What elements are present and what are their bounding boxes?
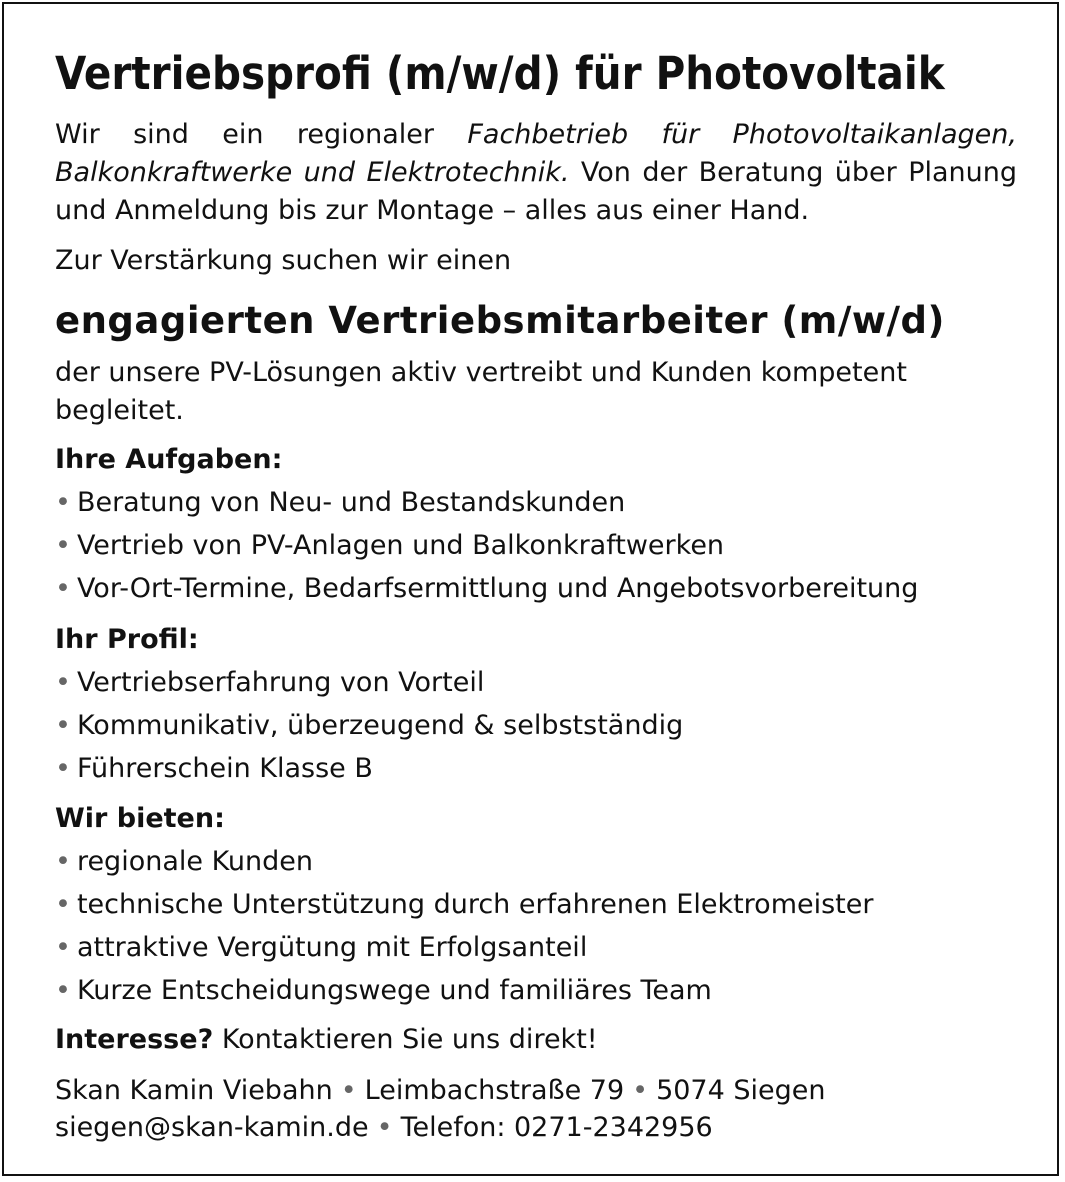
bullet-icon: •	[55, 710, 71, 741]
position-desc-1: der unsere PV-Lösungen aktiv vertreibt und Kunden kompetent	[55, 357, 907, 388]
bullet-icon: •	[55, 846, 71, 877]
email-link[interactable]: siegen@skan-kamin.de	[55, 1112, 369, 1143]
list-item-text: attraktive Vergütung mit Erfolgsanteil	[76, 932, 588, 963]
intro-lead: Wir sind ein regionaler	[55, 119, 468, 150]
list-item	[55, 663, 1017, 703]
separator-dot-icon: •	[376, 1112, 393, 1143]
ad-frame	[2, 2, 1059, 1176]
list-item	[55, 569, 1017, 609]
bullet-icon: •	[55, 975, 71, 1006]
city: 5074 Siegen	[656, 1075, 826, 1106]
bullet-icon: •	[55, 487, 71, 518]
list-item-text: Beratung von Neu- und Bestandskunden	[76, 487, 626, 518]
intro-rest: Von der Beratung über Planung und Anmeldung bis zur Montage – alles aus einer Hand.	[55, 157, 1018, 226]
contact-address	[55, 1071, 1017, 1111]
cta-bold: Interesse?	[55, 1024, 214, 1055]
bullet-icon: •	[55, 667, 71, 698]
list-item	[55, 928, 1017, 968]
bullet-icon: •	[55, 530, 71, 561]
list-item-text: Vertriebserfahrung von Vorteil	[76, 667, 485, 698]
list-item	[55, 483, 1017, 523]
bullet-icon: •	[55, 573, 71, 604]
list-item	[55, 526, 1017, 566]
list-item-text: Kommunikativ, überzeugend & selbstständig	[76, 710, 684, 741]
list-item-text: Vor-Ort-Termine, Bedarfsermittlung und Angebotsvorbereitung	[76, 573, 919, 604]
list-item-text: technische Unterstützung durch erfahrenen Elektromeister	[76, 889, 874, 920]
list-item	[55, 706, 1017, 746]
separator-dot-icon: •	[632, 1075, 649, 1106]
street-address: Leimbachstraße 79	[364, 1075, 625, 1106]
search-line: Zur Verstärkung suchen wir einen	[55, 245, 512, 276]
profile-heading: Ihr Profil:	[55, 624, 199, 655]
list-item-text: Kurze Entscheidungswege und familiäres Team	[76, 975, 712, 1006]
bullet-icon: •	[55, 753, 71, 784]
list-item	[55, 842, 1017, 882]
list-item-text: regionale Kunden	[76, 846, 314, 877]
company-name: Skan Kamin Viebahn	[55, 1075, 333, 1106]
separator-dot-icon: •	[340, 1075, 357, 1106]
ad-title: Vertriebsprofi (m/w/d) für Photovoltaik	[55, 47, 945, 100]
list-item	[55, 749, 1017, 789]
list-item	[55, 885, 1017, 925]
phone-number[interactable]: Telefon: 0271-2342956	[400, 1112, 713, 1143]
list-item-text: Führerschein Klasse B	[76, 753, 373, 784]
intro-italic: Fachbetrieb für Photovoltaikanlagen, Balkonkraftwerke und Elektrotechnik.	[55, 119, 1017, 188]
offer-heading: Wir bieten:	[55, 803, 225, 834]
list-item-text: Vertrieb von PV-Anlagen und Balkonkraftwerken	[76, 530, 725, 561]
contact-details	[55, 1108, 1017, 1148]
list-item	[55, 971, 1017, 1011]
position-title: engagierten Vertriebsmitarbeiter (m/w/d)	[55, 299, 945, 342]
cta-text: Kontaktieren Sie uns direkt!	[213, 1024, 598, 1055]
position-desc-2: begleitet.	[55, 395, 184, 426]
call-to-action	[55, 1020, 1017, 1060]
tasks-heading: Ihre Aufgaben:	[55, 444, 283, 475]
intro-paragraph	[55, 116, 1017, 230]
bullet-icon: •	[55, 889, 71, 920]
bullet-icon: •	[55, 932, 71, 963]
